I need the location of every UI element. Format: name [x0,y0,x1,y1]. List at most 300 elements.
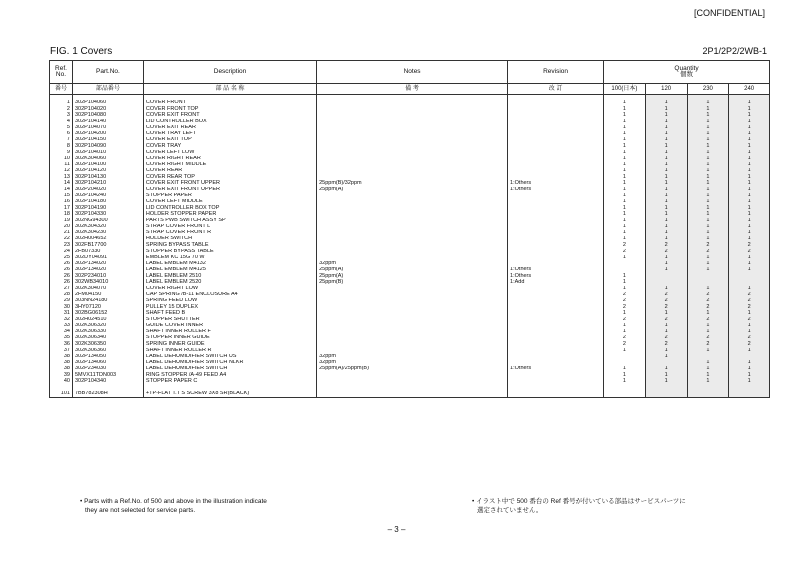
cell-ref: 3 [50,112,73,118]
cell-ref: 5 [50,125,73,131]
cell-part-no: 302BG06152 [72,310,143,316]
cell-qty-230: 1 [687,255,729,261]
cell-qty-100 [604,391,646,398]
cell-part-no: 302P104330 [72,211,143,217]
cell-qty-100: 1 [604,125,646,131]
cell-revision: 1:Others [508,267,604,273]
cell-ref: 28 [50,292,73,298]
cell-qty-240: 1 [729,187,770,193]
cell-description: COVER EXIT FRONT UPPER [143,187,316,193]
cell-qty-100: 1 [604,366,646,372]
cell-qty-240: 1 [729,378,770,384]
cell-description: COVER REAR [143,168,316,174]
cell-qty-120: 1 [645,310,687,316]
cell-qty-230: 1 [687,218,729,224]
cell-qty-100: 2 [604,317,646,323]
cell-qty-100: 1 [604,199,646,205]
cell-part-no: 302P134020 [72,261,143,267]
cell-qty-120: 1 [645,329,687,335]
cell-qty-240: 1 [729,168,770,174]
cell-revision: 1:Others [508,180,604,186]
cell-part-no: 302WB34010 [72,279,143,285]
cell-qty-240: 1 [729,236,770,242]
cell-part-no: 302K306360 [72,348,143,354]
cell-qty-240: 1 [729,267,770,273]
cell-qty-240: 2 [729,341,770,347]
footnote-english-line1: • Parts with a Ref.No. of 500 and above in the illustration indicate [80,498,267,505]
cell-ref: 38 [50,360,73,366]
cell-qty-230: 1 [687,224,729,230]
cell-part-no: 302P104210 [72,180,143,186]
cell-part-no: 303NN24180 [72,298,143,304]
cell-part-no: 3HY07120 [72,304,143,310]
cell-qty-100: 1 [604,310,646,316]
header-ref-jp: 番号 [50,84,73,95]
cell-part-no: 302P104100 [72,162,143,168]
cell-description: COVER RIGHT REAR [143,156,316,162]
cell-qty-120: 1 [645,168,687,174]
cell-qty-240: 1 [729,372,770,378]
cell-ref: 8 [50,143,73,149]
cell-part-no: 302P104130 [72,174,143,180]
cell-part-no: 302K306330 [72,329,143,335]
cell-qty-240: 1 [729,199,770,205]
cell-ref: 32 [50,317,73,323]
header-part-no: Part.No. [72,61,143,84]
cell-qty-230: 1 [687,286,729,292]
cell-qty-230: 1 [687,366,729,372]
cell-description: LABEL DEHUMIDIFIER SWITCH [143,366,316,372]
cell-qty-120: 1 [645,354,687,360]
cell-qty-120: 2 [645,298,687,304]
cell-qty-100: 1 [604,156,646,162]
cell-qty-230: 1 [687,267,729,273]
cell-description: LABEL EMBLEM M4132 [143,261,316,267]
cell-qty-230: 1 [687,119,729,125]
cell-qty-100: 1 [604,180,646,186]
header-description-jp: 部 品 名 称 [143,84,316,95]
cell-qty-120: 1 [645,211,687,217]
cell-qty-100: 2 [604,292,646,298]
cell-description: COVER FRONT [143,100,316,106]
cell-part-no: 5MVX11TDN003 [72,372,143,378]
cell-ref: 9 [50,150,73,156]
cell-qty-240: 1 [729,323,770,329]
cell-qty-100: 2 [604,242,646,248]
cell-ref: 26 [50,279,73,285]
cell-part-no: 302P134060 [72,360,143,366]
cell-part-no: 302P204020 [72,187,143,193]
cell-ref: 17 [50,205,73,211]
figure-title: FIG. 1 Covers [50,46,113,57]
header-quantity: Quantity 個数 [604,61,770,84]
cell-ref: 19 [50,218,73,224]
cell-qty-240: 2 [729,298,770,304]
header-qty-230: 230 [687,84,729,95]
cell-description: HOLDER SWITCH [143,236,316,242]
cell-ref: 37 [50,348,73,354]
cell-description: COVER RIGHT LOW [143,286,316,292]
cell-description: STRAP COVER FRONT L [143,224,316,230]
header-part-no-jp: 部品番号 [72,84,143,95]
cell-part-no: 302K304320 [72,224,143,230]
cell-ref: 21 [50,230,73,236]
cell-part-no: 302P134020 [72,267,143,273]
cell-part-no: 302P104180 [72,199,143,205]
cell-revision: 1:Others [508,187,604,193]
cell-ref: 31 [50,310,73,316]
cell-qty-100: 1 [604,230,646,236]
footnote-english [80,497,267,515]
cell-ref: 16 [50,199,73,205]
cell-description: STOPPER SHUTTER [143,317,316,323]
model-code: 2P1/2P2/2WB-1 [702,46,767,56]
cell-qty-240 [729,391,770,398]
cell-qty-100: 1 [604,162,646,168]
cell-qty-230: 2 [687,249,729,255]
cell-qty-120: 1 [645,100,687,106]
cell-part-no: 302K306340 [72,335,143,341]
cell-description: STOPPER INNER GUIDE [143,335,316,341]
cell-ref: 38 [50,366,73,372]
cell-qty-120: 1 [645,156,687,162]
cell-part-no: 302P104080 [72,112,143,118]
cell-qty-240: 1 [729,205,770,211]
cell-part-no: 302P104340 [72,378,143,384]
cell-ref: 24 [50,249,73,255]
cell-description: SPRING INNER GUIDE [143,341,316,347]
cell-qty-100: 1 [604,112,646,118]
cell-qty-120: 2 [645,317,687,323]
cell-description: LABEL DEHUMIDIFIER SWITCH US [143,354,316,360]
cell-ref: 2 [50,106,73,112]
cell-description: COVER EXIT FRONT [143,112,316,118]
cell-qty-120: 1 [645,372,687,378]
cell-qty-240: 1 [729,218,770,224]
cell-qty-230: 1 [687,205,729,211]
cell-qty-240: 1 [729,348,770,354]
cell-notes: 25ppm(A) [317,267,508,273]
cell-qty-240: 1 [729,174,770,180]
cell-ref: 18 [50,211,73,217]
cell-ref: 40 [50,378,73,384]
cell-ref: 36 [50,341,73,347]
cell-ref: 34 [50,329,73,335]
cell-part-no: 302P104090 [72,143,143,149]
footnote-english-line2: they are not selected for service parts. [85,507,196,514]
cell-qty-230: 2 [687,298,729,304]
cell-qty-230: 1 [687,199,729,205]
cell-qty-120: 1 [645,112,687,118]
cell-qty-100: 1 [604,131,646,137]
cell-qty-230: 1 [687,230,729,236]
cell-qty-100: 1 [604,323,646,329]
cell-ref: 6 [50,131,73,137]
cell-qty-240: 1 [729,193,770,199]
cell-part-no: 302P104120 [72,168,143,174]
cell-qty-230: 1 [687,180,729,186]
cell-part-no: 2FM04150 [72,292,143,298]
cell-qty-120: 1 [645,348,687,354]
cell-description: COVER REAR TOP [143,174,316,180]
cell-qty-240: 1 [729,286,770,292]
cell-description: COVER LEFT LOW [143,150,316,156]
cell-qty-100: 1 [604,273,646,279]
header-revision-jp: 改 訂 [508,84,604,95]
cell-qty-120: 1 [645,119,687,125]
cell-qty-240: 2 [729,242,770,248]
cell-qty-230 [687,391,729,398]
cell-qty-240: 1 [729,143,770,149]
cell-notes: 32ppm [317,354,508,360]
cell-description: LID CONTROLLER BOX TOP [143,205,316,211]
header-qty-100: 100(日本) [604,84,646,95]
cell-notes: 25ppm(B) [317,279,508,285]
cell-part-no: 302P104150 [72,137,143,143]
cell-qty-100: 1 [604,119,646,125]
cell-qty-120: 1 [645,106,687,112]
cell-qty-100: 2 [604,249,646,255]
cell-qty-100: 1 [604,193,646,199]
cell-qty-230: 1 [687,143,729,149]
confidential-label: [CONFIDENTIAL] [693,8,765,18]
cell-ref: 15 [50,193,73,199]
cell-qty-100: 2 [604,335,646,341]
cell-qty-240: 2 [729,292,770,298]
cell-qty-230: 1 [687,329,729,335]
cell-qty-230: 1 [687,112,729,118]
cell-ref: 1 [50,100,73,106]
cell-qty-230: 2 [687,242,729,248]
cell-ref: 7 [50,137,73,143]
cell-qty-230: 2 [687,317,729,323]
header-revision: Revision [508,61,604,84]
cell-description: LABEL EMBLEM M4125 [143,267,316,273]
cell-description: COVER RIGHT MIDDLE [143,162,316,168]
cell-revision: 1:Others [508,366,604,372]
cell-notes: 25ppm(A) [317,187,508,193]
cell-part-no: 302P104020 [72,106,143,112]
cell-description: LABEL EMBLEM 2510 [143,273,316,279]
cell-qty-240: 1 [729,156,770,162]
cell-qty-240: 2 [729,335,770,341]
cell-part-no: 302DY04091 [72,255,143,261]
cell-qty-240: 1 [729,137,770,143]
cell-ref: 10 [50,156,73,162]
cell-revision: 1:Others [508,273,604,279]
cell-qty-120: 2 [645,249,687,255]
cell-description: PULLEY 15 DUPLEX [143,304,316,310]
cell-qty-240: 1 [729,180,770,186]
cell-qty-240: 1 [729,329,770,335]
cell-description: COVER TRAY [143,143,316,149]
cell-revision [508,391,604,398]
cell-qty-230: 1 [687,106,729,112]
cell-qty-100: 1 [604,106,646,112]
parts-table [49,60,770,398]
cell-qty-120 [645,391,687,398]
cell-qty-230: 1 [687,372,729,378]
cell-qty-240: 1 [729,106,770,112]
cell-description: COVER EXIT TOP [143,137,316,143]
header-qty-240: 240 [729,84,770,95]
cell-qty-120: 1 [645,255,687,261]
cell-qty-230: 1 [687,131,729,137]
cell-qty-100: 1 [604,137,646,143]
cell-notes: 32ppm [317,360,508,366]
cell-qty-120: 1 [645,218,687,224]
cell-qty-240: 2 [729,304,770,310]
cell-description: COVER FRONT TOP [143,106,316,112]
cell-qty-230: 1 [687,162,729,168]
cell-notes: 32ppm [317,261,508,267]
cell-part-no: 7BB782308H [72,391,143,398]
cell-part-no: 302P234030 [72,366,143,372]
cell-qty-120: 1 [645,199,687,205]
cell-qty-240: 1 [729,150,770,156]
cell-qty-240: 1 [729,360,770,366]
cell-part-no: 302P104010 [72,150,143,156]
cell-qty-240: 1 [729,261,770,267]
cell-qty-100: 1 [604,211,646,217]
cell-ref: 33 [50,323,73,329]
cell-ref: 14 [50,180,73,186]
cell-part-no: 302K304060 [72,156,143,162]
cell-qty-120: 1 [645,150,687,156]
cell-qty-120: 1 [645,236,687,242]
cell-qty-230: 1 [687,168,729,174]
cell-description: SHAFT FEED B [143,310,316,316]
cell-description: LABEL DEHUMIDIFIER SWITCH NLKR [143,360,316,366]
cell-qty-120: 1 [645,230,687,236]
cell-qty-230: 2 [687,335,729,341]
cell-qty-120: 1 [645,267,687,273]
cell-description: SHAFT INNER ROLLER R [143,348,316,354]
cell-qty-100: 2 [604,298,646,304]
cell-part-no: 302P104190 [72,205,143,211]
cell-qty-100: 1 [604,187,646,193]
cell-qty-230: 1 [687,310,729,316]
cell-qty-120: 2 [645,341,687,347]
cell-description: LID CONTROLLER BOX [143,119,316,125]
cell-description: CAP SPRING /B-11 ENCLOSURE A4 [143,292,316,298]
cell-qty-230: 1 [687,360,729,366]
cell-ref: 38 [50,354,73,360]
cell-qty-120: 2 [645,335,687,341]
cell-qty-120: 2 [645,304,687,310]
cell-qty-120: 1 [645,323,687,329]
cell-description: +TP-FLAT T.T S SCREW 3X8 SR(BLACK) [143,391,316,398]
cell-ref: 14 [50,187,73,193]
cell-ref: 22 [50,236,73,242]
footnote-japanese-line2: 選定されていません。 [477,507,543,514]
cell-qty-120: 1 [645,366,687,372]
cell-qty-230: 1 [687,348,729,354]
cell-ref: 26 [50,267,73,273]
cell-qty-240: 1 [729,366,770,372]
cell-description: COVER LEFT MIDDLE [143,199,316,205]
cell-qty-240: 1 [729,100,770,106]
cell-description: COVER EXIT FRONT UPPER [143,180,316,186]
cell-qty-100: 1 [604,378,646,384]
cell-part-no: 302P134050 [72,354,143,360]
cell-notes: 25ppm(B)/32ppm [317,180,508,186]
cell-ref: 26 [50,261,73,267]
cell-qty-120: 1 [645,180,687,186]
cell-ref: 27 [50,286,73,292]
cell-description: PARTS PWB SWITCH ASSY SP [143,218,316,224]
cell-part-no: 302K304230 [72,230,143,236]
cell-notes: 25ppm(A)/25ppm(B) [317,366,508,372]
cell-qty-230: 1 [687,193,729,199]
cell-ref: 11 [50,162,73,168]
cell-qty-230: 1 [687,187,729,193]
cell-part-no: 302NG94300 [72,218,143,224]
cell-qty-240: 1 [729,224,770,230]
cell-qty-230: 2 [687,341,729,347]
cell-qty-100: 1 [604,150,646,156]
cell-qty-100: 1 [604,286,646,292]
cell-qty-100: 1 [604,174,646,180]
cell-qty-100: 2 [604,304,646,310]
cell-description: SHAFT INNER ROLLER F [143,329,316,335]
cell-qty-230: 1 [687,137,729,143]
cell-description: COVER TRAY LEFT [143,131,316,137]
cell-notes [317,391,508,398]
table-row [50,391,770,398]
cell-qty-240: 1 [729,125,770,131]
cell-qty-230: 1 [687,125,729,131]
cell-qty-120: 1 [645,125,687,131]
cell-part-no: 302P104200 [72,131,143,137]
cell-qty-230: 1 [687,378,729,384]
cell-ref: 39 [50,372,73,378]
cell-description: GUIDE COVER INNER [143,323,316,329]
header-ref: Ref. No. [50,61,73,84]
cell-qty-100: 1 [604,224,646,230]
cell-description: STRAP COVER FRONT R [143,230,316,236]
cell-description: STOPPER BYPASS TABLE [143,249,316,255]
cell-qty-240: 1 [729,119,770,125]
cell-qty-230: 1 [687,100,729,106]
cell-qty-240: 1 [729,112,770,118]
cell-ref: 12 [50,168,73,174]
cell-qty-100: 1 [604,372,646,378]
cell-part-no: 302P104140 [72,119,143,125]
cell-description: HOLDER STOPPER PAPER [143,211,316,217]
cell-qty-120: 1 [645,162,687,168]
cell-qty-240: 1 [729,230,770,236]
footnote-japanese-line1: • イラスト中で 500 番台の Ref 番号が付いている部品はサービスパーツに [472,498,686,505]
cell-qty-230: 1 [687,156,729,162]
cell-qty-240: 1 [729,211,770,217]
cell-qty-120: 1 [645,174,687,180]
cell-qty-230: 1 [687,150,729,156]
cell-part-no: 302H004652 [72,236,143,242]
cell-qty-240: 1 [729,310,770,316]
cell-qty-120: 1 [645,205,687,211]
cell-qty-100: 1 [604,255,646,261]
cell-qty-100: 1 [604,236,646,242]
cell-qty-120: 1 [645,193,687,199]
cell-qty-120: 1 [645,224,687,230]
cell-qty-230: 1 [687,261,729,267]
cell-qty-120: 1 [645,131,687,137]
cell-description: SPRING BYPASS TABLE [143,242,316,248]
cell-ref: 30 [50,304,73,310]
cell-part-no: 302K304070 [72,286,143,292]
cell-qty-230: 1 [687,174,729,180]
